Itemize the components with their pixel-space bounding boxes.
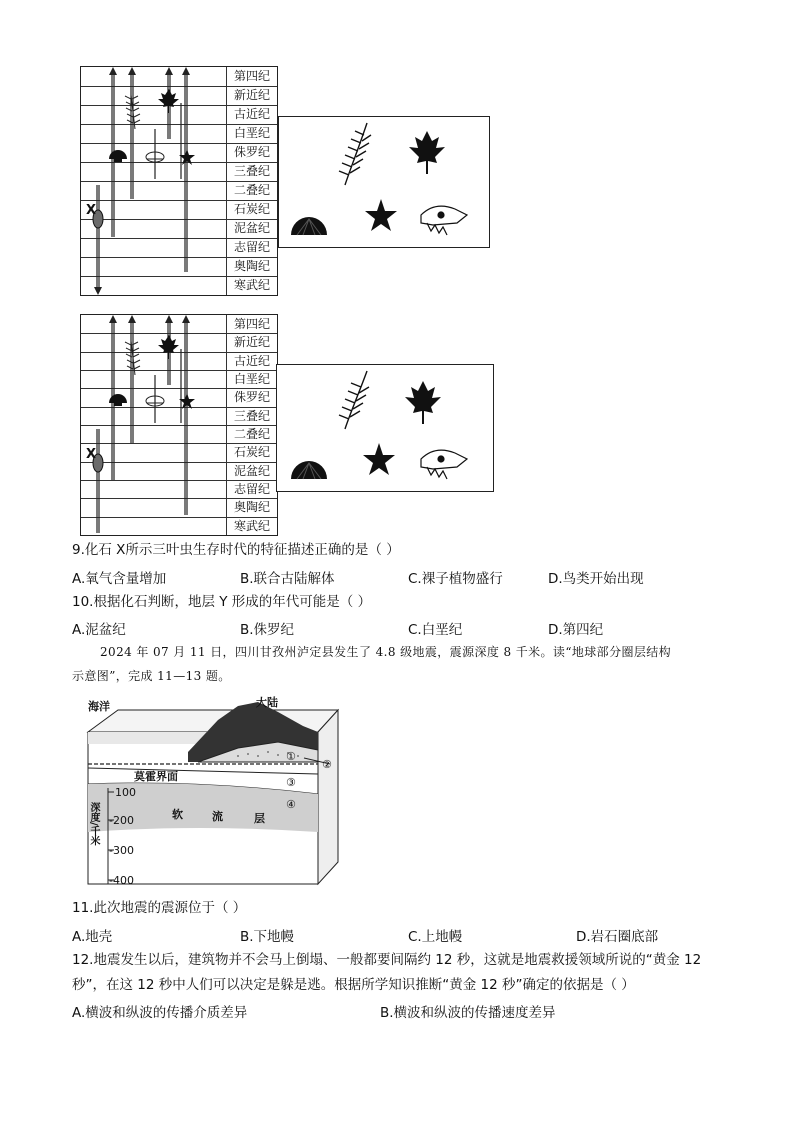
q9-option-a: A.氧气含量增加	[72, 571, 167, 587]
continent-label: 大陆	[256, 696, 278, 709]
intro-line-1: 2024 年 07 月 11 日，四川甘孜州泸定县发生了 4.8 级地震，震源深度 8 千米。读“地球部分圈层结构	[100, 645, 672, 659]
period-label: 石炭纪	[226, 443, 277, 461]
shell-large-icon	[291, 217, 327, 235]
q10-option-a: A.泥盆纪	[72, 622, 126, 638]
period-label: 三叠纪	[226, 407, 277, 425]
period-label: 二叠纪	[226, 181, 277, 200]
ocean-label: 海洋	[88, 700, 110, 713]
starfish-large-icon	[365, 199, 397, 231]
period-label: 寒武纪	[226, 276, 277, 295]
starfish-large-icon	[363, 443, 395, 475]
period-label: 白垩纪	[226, 370, 277, 388]
dinosaur-skull-large-icon	[421, 450, 467, 479]
asthenosphere-label-3: 层	[254, 812, 265, 825]
q12-line-2: 秒”，在这 12 秒中人们可以决定是躲是逃。根据所学知识推断“黄金 12 秒”确定的依据是（ ）	[72, 977, 635, 993]
period-label: 泥盆纪	[226, 462, 277, 480]
strata-table-2	[80, 314, 278, 536]
marker-2: ②	[322, 758, 332, 771]
tick-300: -300	[109, 844, 134, 857]
dinosaur-skull-large-icon	[421, 206, 467, 235]
q11-option-b: B.下地幔	[240, 929, 295, 945]
period-label: 新近纪	[226, 86, 277, 105]
period-label: 志留纪	[226, 480, 277, 498]
fossil-box-2	[276, 364, 494, 492]
fern-large-icon	[339, 123, 371, 185]
asthenosphere-label-1: 软	[172, 808, 183, 821]
q12-option-b: B.横波和纵波的传播速度差异	[380, 1005, 556, 1021]
maple-large-icon	[405, 381, 441, 424]
q11-option-d: D.岩石圈底部	[576, 929, 659, 945]
period-label: 奥陶纪	[226, 498, 277, 516]
fossil-range-chart-1	[81, 67, 227, 295]
q10-option-b: B.侏罗纪	[240, 622, 295, 638]
maple-large-icon	[409, 131, 445, 174]
tick-200: -200	[109, 814, 134, 827]
period-label: 侏罗纪	[226, 388, 277, 406]
q11-stem: 11.此次地震的震源位于（ ）	[72, 900, 247, 916]
marker-4: ④	[286, 798, 296, 811]
marker-1: ①	[286, 750, 296, 763]
q12-option-a: A.横波和纵波的传播介质差异	[72, 1005, 248, 1021]
fern-large-icon	[339, 371, 369, 429]
maple-leaf-icon	[158, 89, 179, 113]
fossil-illustrations-2	[277, 365, 493, 491]
intro-line-2: 示意图”，完成 11—13 题。	[72, 669, 231, 683]
period-label: 侏罗纪	[226, 143, 277, 162]
period-label: 新近纪	[226, 333, 277, 351]
period-label: 第四纪	[226, 67, 277, 86]
tick-400: -400	[109, 874, 134, 887]
x-label: X	[86, 447, 97, 462]
fossil-box-1	[278, 116, 490, 248]
tick-100: 100	[115, 786, 136, 799]
q10-option-d: D.第四纪	[548, 622, 604, 638]
q11-option-a: A.地壳	[72, 929, 113, 945]
q11-option-c: C.上地幔	[408, 929, 463, 945]
period-label: 奥陶纪	[226, 257, 277, 276]
period-label: 三叠纪	[226, 162, 277, 181]
q9-stem: 9.化石 X所示三叶虫生存时代的特征描述正确的是（ ）	[72, 542, 400, 558]
x-label: X	[86, 203, 97, 218]
period-label: 石炭纪	[226, 200, 277, 219]
q9-option-d: D.鸟类开始出现	[548, 571, 644, 587]
period-label: 二叠纪	[226, 425, 277, 443]
period-label: 志留纪	[226, 238, 277, 257]
q12-line-1: 12.地震发生以后，建筑物并不会马上倒塌、一般都要间隔约 12 秒，这就是地震救援领域所说的“黄金 12	[72, 952, 702, 968]
q10-stem: 10.根据化石判断，地层 Y 形成的年代可能是（ ）	[72, 594, 372, 610]
asthenosphere-label-2: 流	[212, 810, 223, 823]
q10-option-c: C.白垩纪	[408, 622, 463, 638]
period-label: 白垩纪	[226, 124, 277, 143]
maple-leaf-icon	[158, 335, 179, 359]
earth-layers-figure	[78, 692, 340, 888]
strata-table-1	[80, 66, 278, 296]
period-label: 寒武纪	[226, 517, 277, 535]
fossil-illustrations-1	[279, 117, 489, 247]
period-label: 古近纪	[226, 105, 277, 124]
period-label: 古近纪	[226, 352, 277, 370]
q9-option-b: B.联合古陆解体	[240, 571, 335, 587]
fossil-range-chart-2	[81, 315, 227, 535]
fossil-figure-2	[80, 314, 494, 538]
q9-option-c: C.裸子植物盛行	[408, 571, 503, 587]
depth-axis-label: 深度/千米	[88, 802, 99, 846]
shell-large-icon	[291, 461, 327, 479]
moho-label: 莫霍界面	[134, 770, 178, 783]
period-label: 第四纪	[226, 315, 277, 333]
period-label: 泥盆纪	[226, 219, 277, 238]
fossil-figure-1	[80, 66, 494, 298]
marker-3: ③	[286, 776, 296, 789]
